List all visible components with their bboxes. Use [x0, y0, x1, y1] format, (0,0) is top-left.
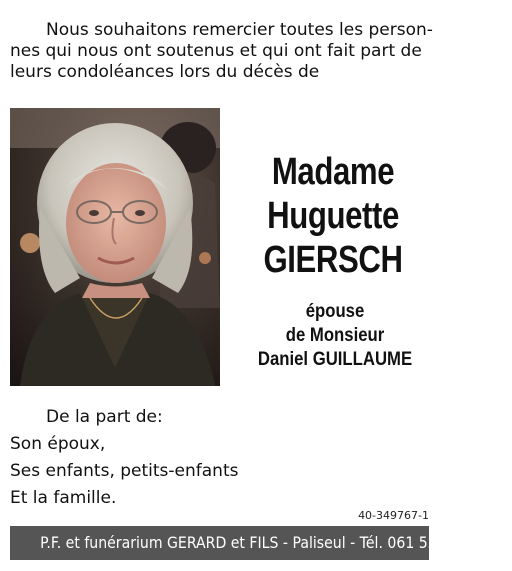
from-item: Et la famille. — [10, 488, 117, 508]
intro-line-3: leurs condoléances lors du décès de — [10, 62, 320, 82]
from-family — [10, 404, 238, 512]
deceased-name — [228, 150, 438, 282]
spouse-line-2: de Monsieur — [285, 325, 385, 346]
portrait-photo — [10, 108, 220, 386]
funeral-home-footer — [10, 526, 482, 560]
reference-number: 40-349767-1 — [358, 509, 429, 522]
intro-line-2: nes qui nous ont soutenus et qui ont fait part de — [10, 41, 422, 61]
intro-text — [10, 20, 433, 83]
first-name: Huguette — [267, 195, 399, 237]
from-item: Son époux, — [10, 434, 106, 454]
footer-text: P.F. et funérarium GERARD et FILS - Paliseul - Tél. 061 53 32 84 — [40, 533, 482, 552]
from-item: Ses enfants, petits-enfants — [10, 461, 239, 481]
spouse-line-3: Daniel GUILLAUME — [257, 349, 413, 370]
from-heading: De la part de: — [46, 407, 163, 427]
last-name: GIERSCH — [263, 239, 403, 281]
spouse-info — [240, 300, 430, 372]
intro-line-1: Nous souhaitons remercier toutes les person- — [46, 20, 433, 40]
spouse-line-1: épouse — [305, 301, 365, 322]
title-madame: Madame — [271, 151, 395, 193]
